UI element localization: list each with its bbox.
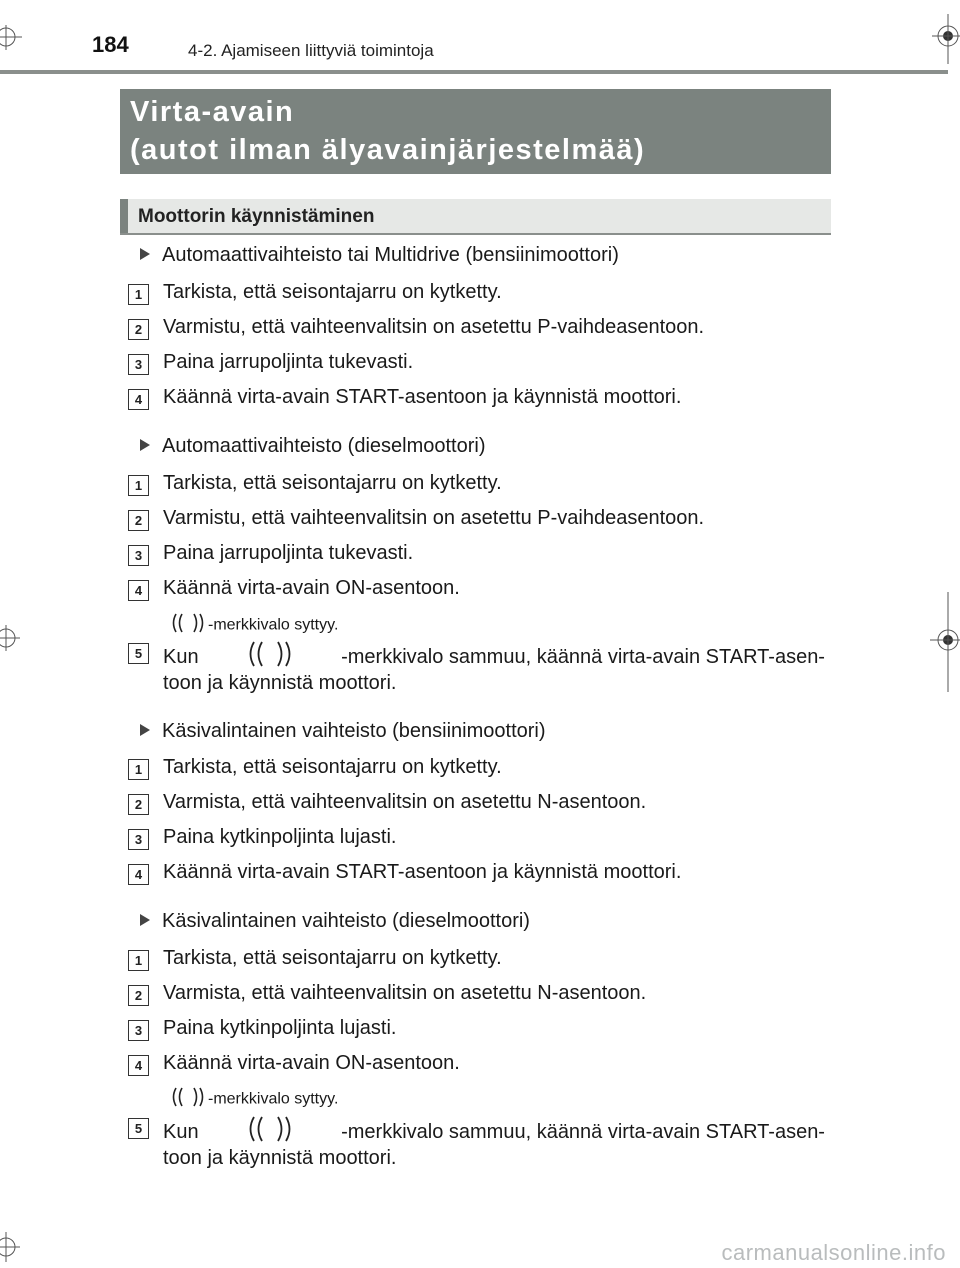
section-triangle-icon [140,439,150,451]
section-heading: Automaattivaihteisto (dieselmoottori) [140,435,485,458]
page-title-box [120,89,831,174]
page-title-line2: (autot ilman älyavainjärjestelmää) [130,134,646,166]
section-heading: Käsivalintainen vaihteisto (bensiinimoottori) [140,720,546,743]
crop-mark-mid-right [926,592,960,692]
glow-plug-indicator-icon [246,1115,294,1149]
glow-plug-indicator-icon [246,640,294,674]
watermark: carmanualsonline.info [721,1240,946,1265]
running-head: 4-2. Ajamiseen liittyviä toimintoja [188,41,434,60]
glow-plug-indicator-icon [170,612,206,639]
section-triangle-icon [140,248,150,260]
subheading-text: Moottorin käynnistäminen [138,206,375,227]
section-heading: Käsivalintainen vaihteisto (dieselmoottori) [140,910,530,933]
section-triangle-icon [140,914,150,926]
crop-mark-top-left [0,22,30,52]
page-title-line1: Virta-avain [130,96,295,128]
section-heading: Automaattivaihteisto tai Multidrive (bensiinimoottori) [140,244,619,267]
subheading [120,199,831,235]
header-rule [0,70,948,74]
crop-mark-bottom-left [0,1232,26,1262]
subheading-bar [120,199,128,233]
crop-mark-mid-left [0,625,26,651]
page-number: 184 [92,32,129,57]
indicator-note: -merkkivalo syttyy. [170,612,338,639]
crop-mark-top-right [928,14,960,64]
indicator-note: -merkkivalo syttyy. [170,1086,338,1113]
glow-plug-indicator-icon [170,1086,206,1113]
section-triangle-icon [140,724,150,736]
